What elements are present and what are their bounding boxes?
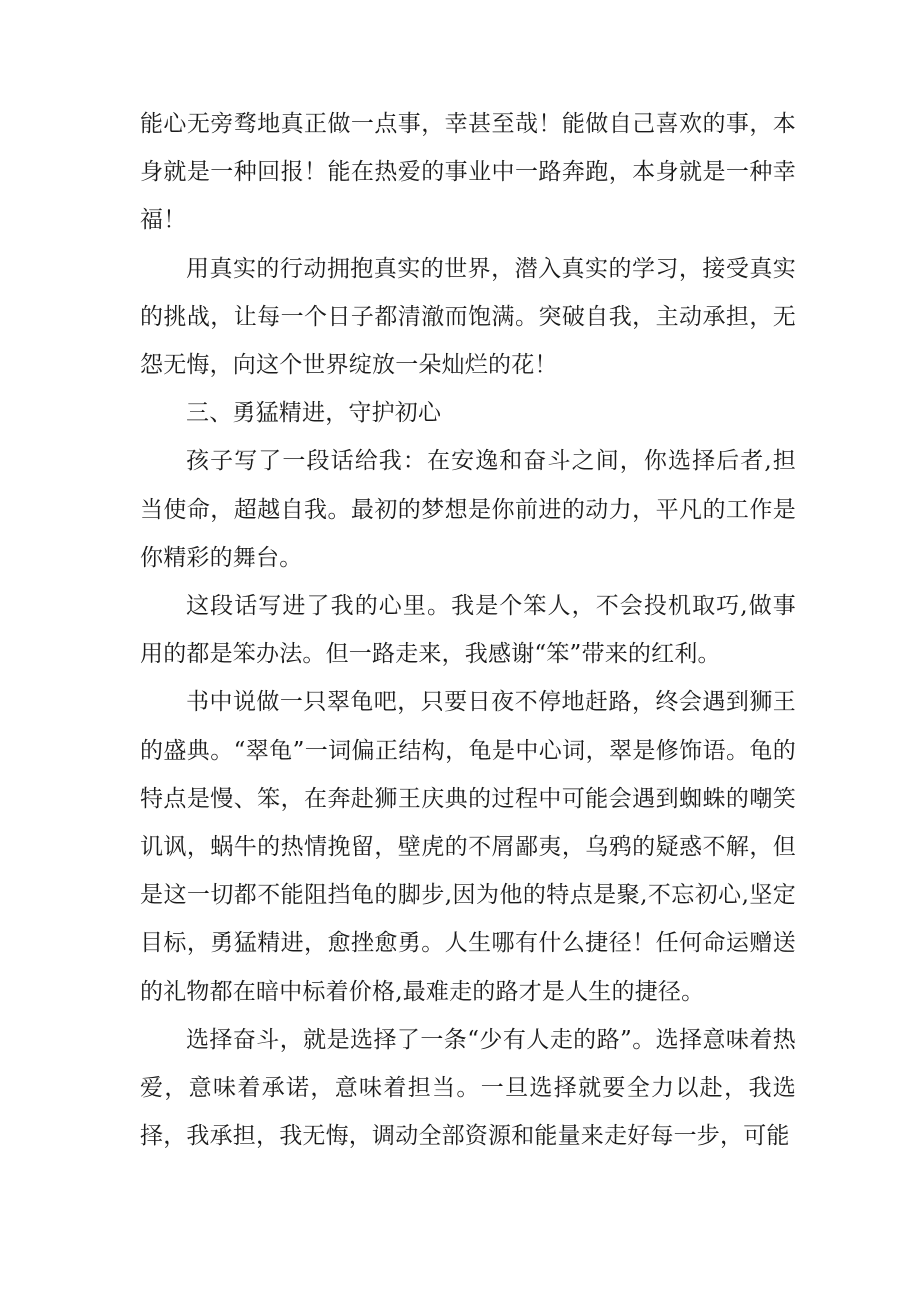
paragraph-1: 能心无旁骛地真正做一点事，幸甚至哉！能做自己喜欢的事，本身就是一种回报！能在热爱的事业中一路奔跑，本身就是一种幸福！ [140,111,796,234]
paragraph-2: 用真实的行动拥抱真实的世界，潜入真实的学习，接受真实的挑战，让每一个日子都清澈而饱满。突破自我，主动承担，无怨无悔，向这个世界绽放一朵灿烂的花！ [140,255,796,379]
paragraph-6: 选择奋斗，就是选择了一条“少有人走的路”。选择意味着热爱，意味着承诺，意味着担当。一旦选择就要全力以赴，我选择，我承担，我无悔，调动全部资源和能量来走好每一步，可能 [140,1026,796,1150]
paragraph-4: 这段话写进了我的心里。我是个笨人，不会投机取巧,做事用的都是笨办法。但一路走来，我感谢“笨”带来的红利。 [140,593,796,668]
paragraph-3: 孩子写了一段话给我：在安逸和奋斗之间，你选择后者,担当使命，超越自我。最初的梦想是你前进的动力，平凡的工作是你精彩的舞台。 [140,448,796,571]
section-heading: 三、勇猛精进，守护初心 [186,400,442,427]
document-body [140,100,796,1160]
paragraph-5: 书中说做一只翠龟吧，只要日夜不停地赶路，终会遇到狮王的盛典。“翠龟”一词偏正结构，龟是中心词，翠是修饰语。龟的特点是慢、笨，在奔赴狮王庆典的过程中可能会遇到蜘蛛的嘲笑讥讽，蜗牛的热情挽留，壁虎的不屑鄙夷，乌鸦的疑惑不解，但是这一切都不能阻挡龟的脚步,因为他的特点是聚,不忘初心,坚定目标，勇猛精进，愈挫愈勇。人生哪有什么捷径！任何命运赠送的礼物都在暗中标着价格,最难走的路才是人生的捷径。 [140,689,796,1005]
